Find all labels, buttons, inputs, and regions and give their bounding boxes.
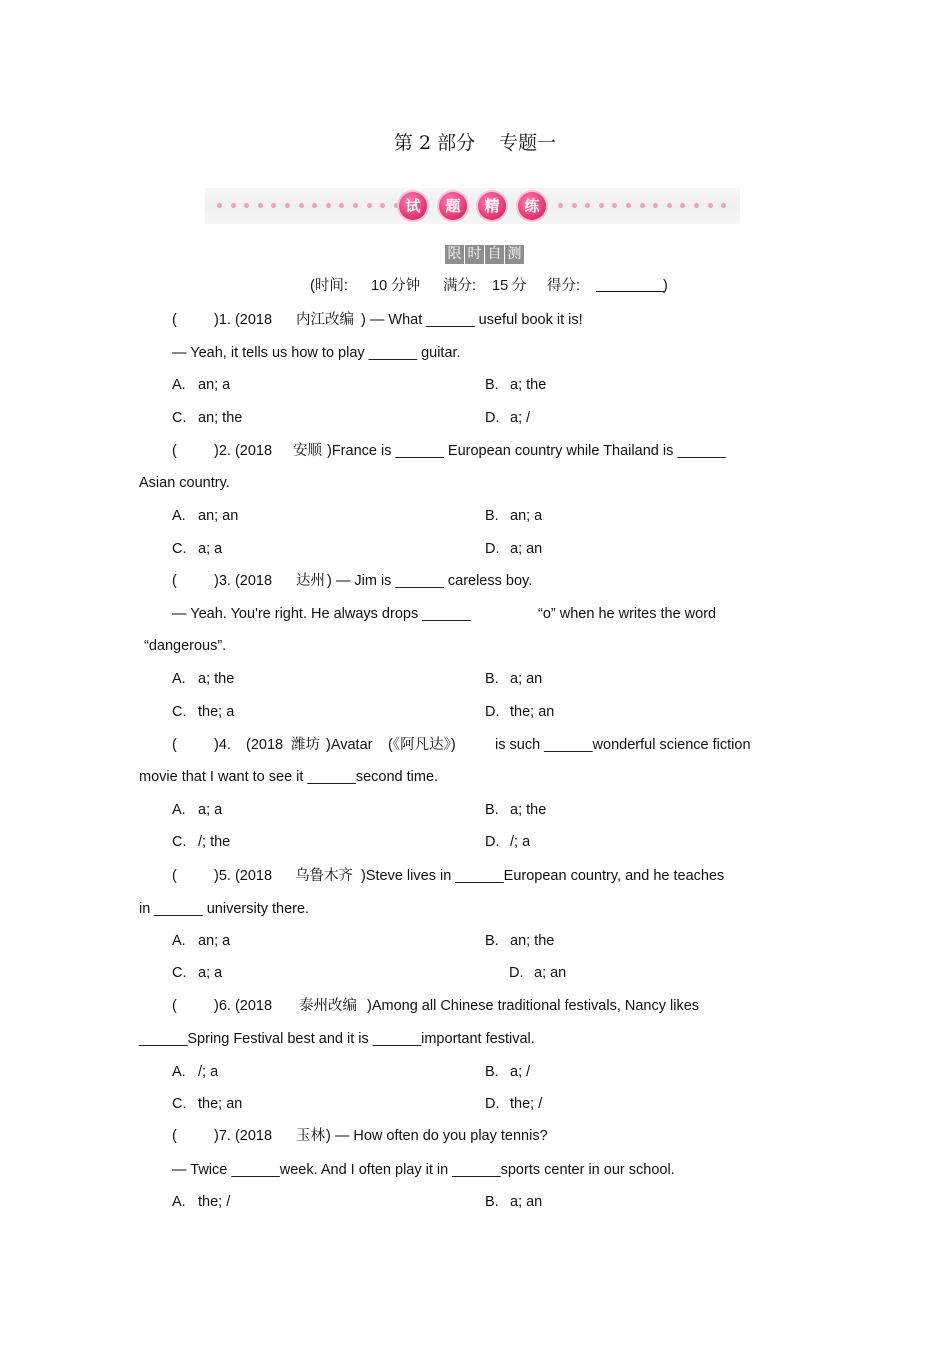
score-field[interactable] — [596, 277, 664, 297]
option-letter: C. — [172, 410, 187, 426]
question-line: in ______ university there. — [139, 901, 310, 917]
option-letter: B. — [485, 508, 499, 524]
option-value: a; a — [198, 965, 223, 981]
option-letter: D. — [485, 1096, 500, 1112]
question-line: “o” when he writes the word — [538, 606, 717, 622]
option-letter: D. — [485, 834, 500, 850]
option-value: a; the — [510, 802, 547, 818]
option-value: the; / — [198, 1194, 231, 1210]
option-letter: D. — [485, 410, 500, 426]
question-text: ) — How often do you play tennis? — [326, 1128, 548, 1144]
option-value: a; the — [510, 377, 547, 393]
option-value: the; an — [510, 704, 555, 720]
question-text: ) — Jim is ______ careless boy. — [327, 573, 533, 589]
question-cn-title: (《阿凡达》) — [388, 737, 456, 753]
option-letter: B. — [485, 1064, 499, 1080]
question-text: is such ______wonderful science fiction — [495, 737, 751, 753]
option-value: a; / — [510, 1064, 531, 1080]
question-source: 达州 — [296, 573, 325, 589]
section-subtitle — [445, 245, 525, 264]
banner-char-4: 练 — [518, 192, 546, 220]
answer-paren: ( — [172, 312, 177, 328]
option-letter: B. — [485, 671, 499, 687]
meta-open: (时间: — [310, 278, 348, 294]
question-source: 内江改编 — [296, 312, 354, 328]
option-value: an; the — [198, 410, 243, 426]
part-label: 第 2 部分 — [393, 132, 476, 154]
option-letter: A. — [172, 933, 186, 949]
question-number: )1. (2018 — [214, 312, 273, 328]
question-source: 泰州改编 — [299, 998, 357, 1014]
question-line: — Yeah. You're right. He always drops ______ — [172, 606, 471, 622]
option-letter: B. — [485, 377, 499, 393]
question-source: 乌鲁木齐 — [295, 868, 353, 884]
question-source: 潍坊 — [291, 737, 320, 753]
banner-char-3: 精 — [478, 192, 506, 220]
question-text: )Steve lives in ______European country, and he teaches — [361, 868, 725, 884]
option-value: a; an — [510, 541, 543, 557]
option-letter: D. — [485, 704, 500, 720]
answer-paren: ( — [172, 443, 177, 459]
subtitle-char: 测 — [505, 245, 524, 264]
option-value: a; the — [198, 671, 235, 687]
question-line: movie that I want to see it ______second time. — [139, 769, 439, 785]
option-value: an; a — [510, 508, 543, 524]
option-letter: C. — [172, 541, 187, 557]
meta-close: ) — [663, 278, 668, 294]
answer-paren: ( — [172, 868, 177, 884]
option-value: an; the — [510, 933, 555, 949]
subtitle-char: 时 — [465, 245, 484, 264]
subtitle-char: 自 — [485, 245, 504, 264]
question-line: — Yeah, it tells us how to play ______ guitar. — [172, 345, 461, 361]
banner-char-2: 题 — [439, 192, 467, 220]
option-letter: D. — [509, 965, 524, 981]
option-value: an; a — [198, 933, 231, 949]
option-value: a; an — [510, 1194, 543, 1210]
question-text: ) — What ______ useful book it is! — [361, 312, 583, 328]
banner-dots-right — [558, 203, 726, 209]
option-value: a; a — [198, 802, 223, 818]
question-source: 安顺 — [293, 443, 322, 459]
option-letter: D. — [485, 541, 500, 557]
option-value: the; a — [198, 704, 235, 720]
option-letter: C. — [172, 834, 187, 850]
option-letter: A. — [172, 671, 186, 687]
question-source: 玉林 — [296, 1128, 325, 1144]
option-value: /; the — [198, 834, 231, 850]
option-letter: B. — [485, 1194, 499, 1210]
option-value: a; / — [510, 410, 531, 426]
question-line: “dangerous”. — [144, 638, 227, 654]
option-value: a; a — [198, 541, 223, 557]
option-letter: C. — [172, 704, 187, 720]
answer-paren: ( — [172, 998, 177, 1014]
question-text: )France is ______ European country while Thailand is ______ — [327, 443, 726, 459]
question-number: )4. — [214, 737, 231, 753]
question-year: (2018 — [246, 737, 284, 753]
option-value: a; an — [534, 965, 567, 981]
option-letter: C. — [172, 1096, 187, 1112]
question-number: )6. (2018 — [214, 998, 273, 1014]
option-value: the; / — [510, 1096, 543, 1112]
option-letter: A. — [172, 1194, 186, 1210]
option-value: an; an — [198, 508, 239, 524]
meta-full-label: 满分: — [443, 278, 477, 294]
answer-paren: ( — [172, 1128, 177, 1144]
answer-paren: ( — [172, 573, 177, 589]
option-value: an; a — [198, 377, 231, 393]
question-number: )2. (2018 — [214, 443, 273, 459]
question-line: Asian country. — [139, 475, 230, 491]
option-letter: A. — [172, 508, 186, 524]
question-number: )7. (2018 — [214, 1128, 273, 1144]
question-text: )Among all Chinese traditional festivals, Nancy likes — [367, 998, 700, 1014]
question-text: )Avatar — [326, 737, 373, 753]
question-number: )5. (2018 — [214, 868, 273, 884]
option-letter: A. — [172, 802, 186, 818]
question-line: — Twice ______week. And I often play it in ______sports center in our school. — [172, 1162, 675, 1178]
answer-paren: ( — [172, 737, 177, 753]
subtitle-char: 限 — [445, 245, 464, 264]
topic-label: 专题一 — [499, 132, 557, 154]
banner-char-1: 试 — [399, 192, 427, 220]
meta-score-label: 得分: — [547, 278, 581, 294]
option-value: /; a — [198, 1064, 219, 1080]
option-value: a; an — [510, 671, 543, 687]
question-number: )3. (2018 — [214, 573, 273, 589]
option-letter: B. — [485, 802, 499, 818]
option-letter: A. — [172, 377, 186, 393]
banner-dots-left — [217, 203, 399, 209]
question-line: ______Spring Festival best and it is ______important festival. — [139, 1031, 535, 1047]
page-title — [0, 128, 950, 155]
option-letter: C. — [172, 965, 187, 981]
option-value: the; an — [198, 1096, 243, 1112]
option-letter: A. — [172, 1064, 186, 1080]
meta-time: 10 分钟 — [371, 278, 421, 294]
meta-full: 15 分 — [492, 278, 527, 294]
option-letter: B. — [485, 933, 499, 949]
option-value: /; a — [510, 834, 531, 850]
section-banner — [205, 178, 740, 232]
